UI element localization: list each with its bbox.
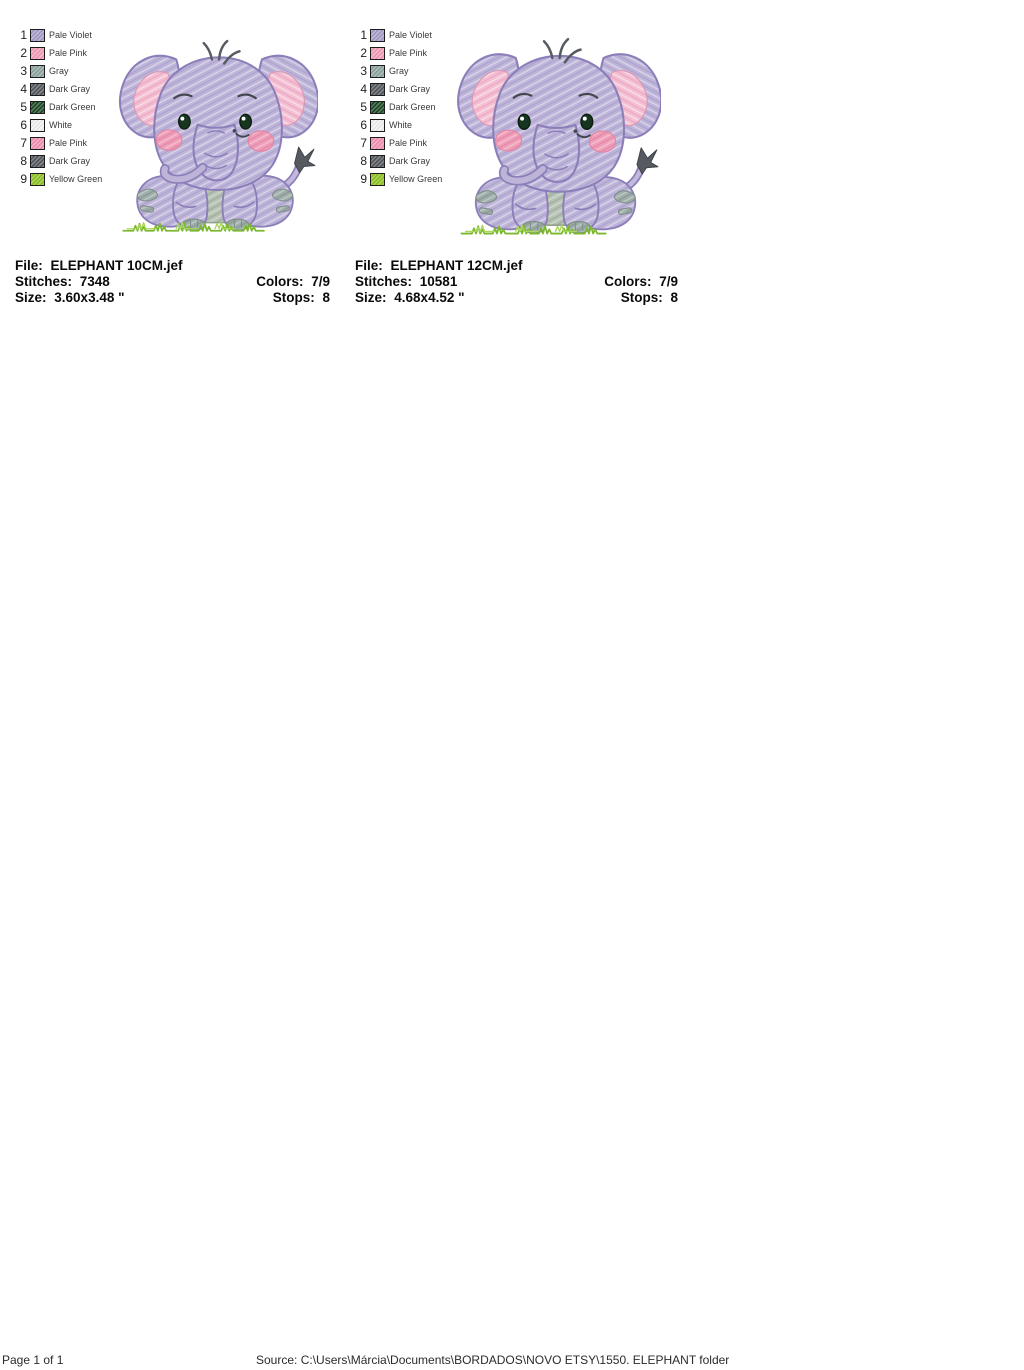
design-column-12cm (340, 0, 680, 330)
thread-color-row (356, 116, 442, 134)
design-size (355, 290, 465, 306)
thread-number: 2 (20, 46, 27, 60)
thread-number: 9 (20, 172, 27, 186)
thread-color-row (16, 170, 102, 188)
thread-color-row (356, 44, 442, 62)
source-value: C:\Users\Márcia\Documents\BORDADOS\NOVO ETSY\1550. ELEPHANT folder (300, 1353, 730, 1367)
colors-label: Colors: (604, 274, 652, 289)
colors-value: 7/9 (311, 274, 330, 289)
thread-color-name: Dark Green (49, 102, 96, 112)
stops-label: Stops: (272, 290, 315, 305)
thread-color-row (16, 152, 102, 170)
stops-value: 8 (670, 290, 678, 305)
thread-color-swatch (30, 47, 45, 60)
thread-color-name: Pale Violet (389, 30, 432, 40)
thread-number: 4 (20, 82, 27, 96)
thread-color-swatch (370, 65, 385, 78)
thread-color-row (356, 62, 442, 80)
thread-number: 1 (360, 28, 367, 42)
thread-color-swatch (370, 119, 385, 132)
thread-number: 4 (360, 82, 367, 96)
embroidery-preview-12cm (450, 35, 661, 244)
thread-number: 5 (20, 100, 27, 114)
thread-color-name: Pale Pink (49, 48, 88, 58)
thread-color-swatch (30, 29, 45, 42)
thread-color-row (356, 98, 442, 116)
size-label: Size: (355, 290, 387, 305)
thread-color-name: Dark Gray (49, 156, 91, 166)
thread-color-swatch (370, 155, 385, 168)
stitch-count (355, 274, 457, 290)
size-value: 4.68x4.52 " (394, 290, 465, 305)
thread-color-row (356, 134, 442, 152)
thread-color-name: Dark Gray (49, 84, 91, 94)
stitches-colors-line (355, 274, 678, 290)
thread-number: 5 (360, 100, 367, 114)
page-number: Page 1 of 1 (2, 1353, 64, 1367)
thread-color-row (16, 26, 102, 44)
thread-color-swatch (370, 173, 385, 186)
size-value: 3.60x3.48 " (54, 290, 125, 305)
stitches-value: 10581 (419, 274, 458, 289)
thread-color-swatch (30, 137, 45, 150)
thread-color-row (16, 62, 102, 80)
file-line (15, 258, 330, 274)
stitches-label: Stitches: (15, 274, 73, 289)
stops-label: Stops: (620, 290, 663, 305)
stitches-colors-line (15, 274, 330, 290)
design-size (15, 290, 125, 306)
thread-color-name: White (389, 120, 413, 130)
thread-color-name: Dark Gray (389, 156, 431, 166)
size-stops-line (355, 290, 678, 306)
stitches-value: 7348 (79, 274, 110, 289)
thread-color-row (356, 170, 442, 188)
thread-color-swatch (30, 155, 45, 168)
file-name (15, 258, 183, 274)
thread-color-name: Gray (389, 66, 409, 76)
file-label: File: (15, 258, 43, 273)
thread-number: 1 (20, 28, 27, 42)
thread-number: 3 (360, 64, 367, 78)
thread-color-swatch (30, 119, 45, 132)
stitch-count (15, 274, 110, 290)
colors-label: Colors: (256, 274, 304, 289)
color-count (256, 274, 330, 290)
thread-color-row (356, 152, 442, 170)
thread-color-swatch (30, 101, 45, 114)
source-path (256, 1353, 729, 1367)
thread-color-legend (356, 26, 442, 188)
stops-value: 8 (322, 290, 330, 305)
thread-number: 6 (360, 118, 367, 132)
thread-color-row (16, 116, 102, 134)
thread-color-swatch (370, 137, 385, 150)
source-label: Source: (256, 1353, 298, 1367)
design-column-10cm (0, 0, 340, 330)
thread-color-swatch (370, 101, 385, 114)
thread-color-name: White (49, 120, 73, 130)
file-value: ELEPHANT 12CM.jef (390, 258, 523, 273)
thread-color-swatch (30, 65, 45, 78)
thread-color-name: Pale Violet (49, 30, 92, 40)
elephant-graphic (112, 37, 318, 241)
colors-value: 7/9 (659, 274, 678, 289)
thread-number: 7 (360, 136, 367, 150)
size-label: Size: (15, 290, 47, 305)
thread-color-row (16, 44, 102, 62)
thread-color-name: Yellow Green (49, 174, 103, 184)
stop-count (273, 290, 330, 306)
color-count (604, 274, 678, 290)
thread-color-row (16, 134, 102, 152)
file-info-12cm (355, 258, 678, 306)
file-name (355, 258, 523, 274)
file-label: File: (355, 258, 383, 273)
thread-color-row (16, 80, 102, 98)
thread-number: 7 (20, 136, 27, 150)
thread-color-swatch (370, 47, 385, 60)
stop-count (621, 290, 678, 306)
thread-number: 9 (360, 172, 367, 186)
thread-color-row (356, 26, 442, 44)
thread-number: 3 (20, 64, 27, 78)
thread-color-name: Pale Pink (389, 48, 428, 58)
thread-number: 8 (360, 154, 367, 168)
thread-color-row (356, 80, 442, 98)
stitches-label: Stitches: (355, 274, 413, 289)
thread-color-name: Yellow Green (389, 174, 443, 184)
thread-color-name: Pale Pink (49, 138, 88, 148)
thread-color-name: Dark Green (389, 102, 436, 112)
thread-color-swatch (370, 83, 385, 96)
thread-color-swatch (30, 173, 45, 186)
size-stops-line (15, 290, 330, 306)
embroidery-preview-10cm (112, 37, 318, 241)
thread-number: 2 (360, 46, 367, 60)
thread-color-row (16, 98, 102, 116)
thread-color-swatch (30, 83, 45, 96)
file-line (355, 258, 678, 274)
thread-color-name: Pale Pink (389, 138, 428, 148)
file-info-10cm (15, 258, 330, 306)
file-value: ELEPHANT 10CM.jef (50, 258, 183, 273)
page-footer (0, 1353, 1024, 1370)
thread-color-swatch (370, 29, 385, 42)
thread-color-name: Gray (49, 66, 69, 76)
thread-number: 6 (20, 118, 27, 132)
thread-color-name: Dark Gray (389, 84, 431, 94)
thread-color-legend (16, 26, 102, 188)
thread-number: 8 (20, 154, 27, 168)
elephant-graphic (450, 35, 661, 244)
